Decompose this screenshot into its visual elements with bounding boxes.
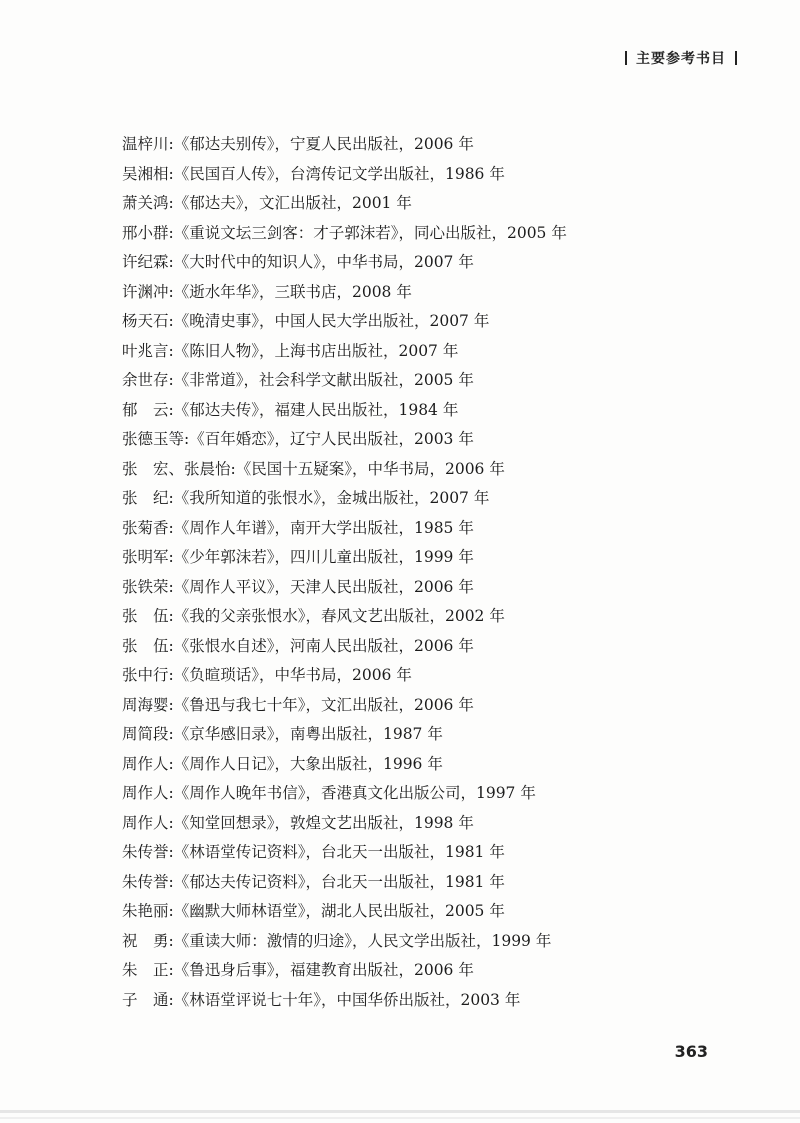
- reference-item: 朱艳丽:《幽默大师林语堂》，湖北人民出版社，2005 年: [122, 902, 505, 920]
- reference-item: 周海婴:《鲁迅与我七十年》，文汇出版社，2006 年: [122, 695, 474, 714]
- reference-item: 许渊冲:《逝水年华》，三联书店，2008 年: [122, 282, 412, 301]
- reference-item: 张 纪:《我所知道的张恨水》，金城出版社，2007 年: [122, 489, 490, 507]
- reference-item: 张 宏、张晨怡:《民国十五疑案》，中华书局，2006 年: [122, 459, 505, 478]
- scan-edge-line: [0, 1110, 800, 1113]
- running-head-left-bar: [625, 51, 627, 65]
- reference-item: 温梓川:《郁达夫别传》，宁夏人民出版社，2006 年: [122, 135, 474, 153]
- reference-item: 张 伍:《我的父亲张恨水》，春风文艺出版社，2002 年: [122, 607, 505, 625]
- reference-item: 周作人:《知堂回想录》，敦煌文艺出版社，1998 年: [122, 813, 474, 832]
- reference-item: 吴湘相:《民国百人传》，台湾传记文学出版社，1986 年: [122, 164, 505, 183]
- reference-item: 周简段:《京华感旧录》，南粤出版社，1987 年: [122, 725, 443, 743]
- reference-item: 张明军:《少年郭沫若》，四川儿童出版社，1999 年: [122, 548, 474, 566]
- reference-item: 许纪霖:《大时代中的知识人》，中华书局，2007 年: [122, 253, 474, 271]
- reference-item: 郁 云:《郁达夫传》，福建人民出版社，1984 年: [122, 400, 459, 419]
- reference-item: 叶兆言:《陈旧人物》，上海书店出版社，2007 年: [122, 341, 459, 360]
- reference-item: 萧关鸿:《郁达夫》，文汇出版社，2001 年: [122, 194, 412, 212]
- page-number: 363: [674, 1042, 708, 1061]
- reference-item: 张中行:《负暄琐话》，中华书局，2006 年: [122, 666, 412, 684]
- reference-item: 张菊香:《周作人年谱》，南开大学出版社，1985 年: [122, 518, 474, 537]
- reference-item: 朱传誉:《林语堂传记资料》，台北天一出版社，1981 年: [122, 843, 505, 861]
- running-head: [616, 48, 746, 68]
- reference-item: 子 通:《林语堂评说七十年》，中国华侨出版社，2003 年: [122, 990, 521, 1009]
- reference-item: 朱传誉:《郁达夫传记资料》，台北天一出版社，1981 年: [122, 872, 505, 891]
- reference-item: 杨天石:《晚清史事》，中国人民大学出版社，2007 年: [122, 312, 490, 330]
- reference-list: [122, 130, 567, 1015]
- reference-item: 余世存:《非常道》，社会科学文献出版社，2005 年: [122, 371, 474, 389]
- reference-item: 朱 正:《鲁迅身后事》，福建教育出版社，2006 年: [122, 961, 474, 979]
- reference-item: 祝 勇:《重读大师：激情的归途》，人民文学出版社，1999 年: [122, 931, 552, 950]
- running-head-right-bar: [735, 51, 737, 65]
- reference-item: 张铁荣:《周作人平议》，天津人民出版社，2006 年: [122, 577, 474, 596]
- reference-item: 周作人:《周作人晚年书信》，香港真文化出版公司，1997 年: [122, 784, 536, 802]
- section-title: 主要参考书目: [636, 51, 726, 67]
- reference-item: 邢小群:《重说文坛三剑客：才子郭沫若》，同心出版社，2005 年: [122, 223, 567, 242]
- reference-item: 张德玉等:《百年婚恋》，辽宁人民出版社，2003 年: [122, 430, 474, 448]
- reference-item: 周作人:《周作人日记》，大象出版社，1996 年: [122, 754, 443, 773]
- scan-edge-line-lower: [0, 1117, 800, 1119]
- reference-item: 张 伍:《张恨水自述》，河南人民出版社，2006 年: [122, 636, 474, 655]
